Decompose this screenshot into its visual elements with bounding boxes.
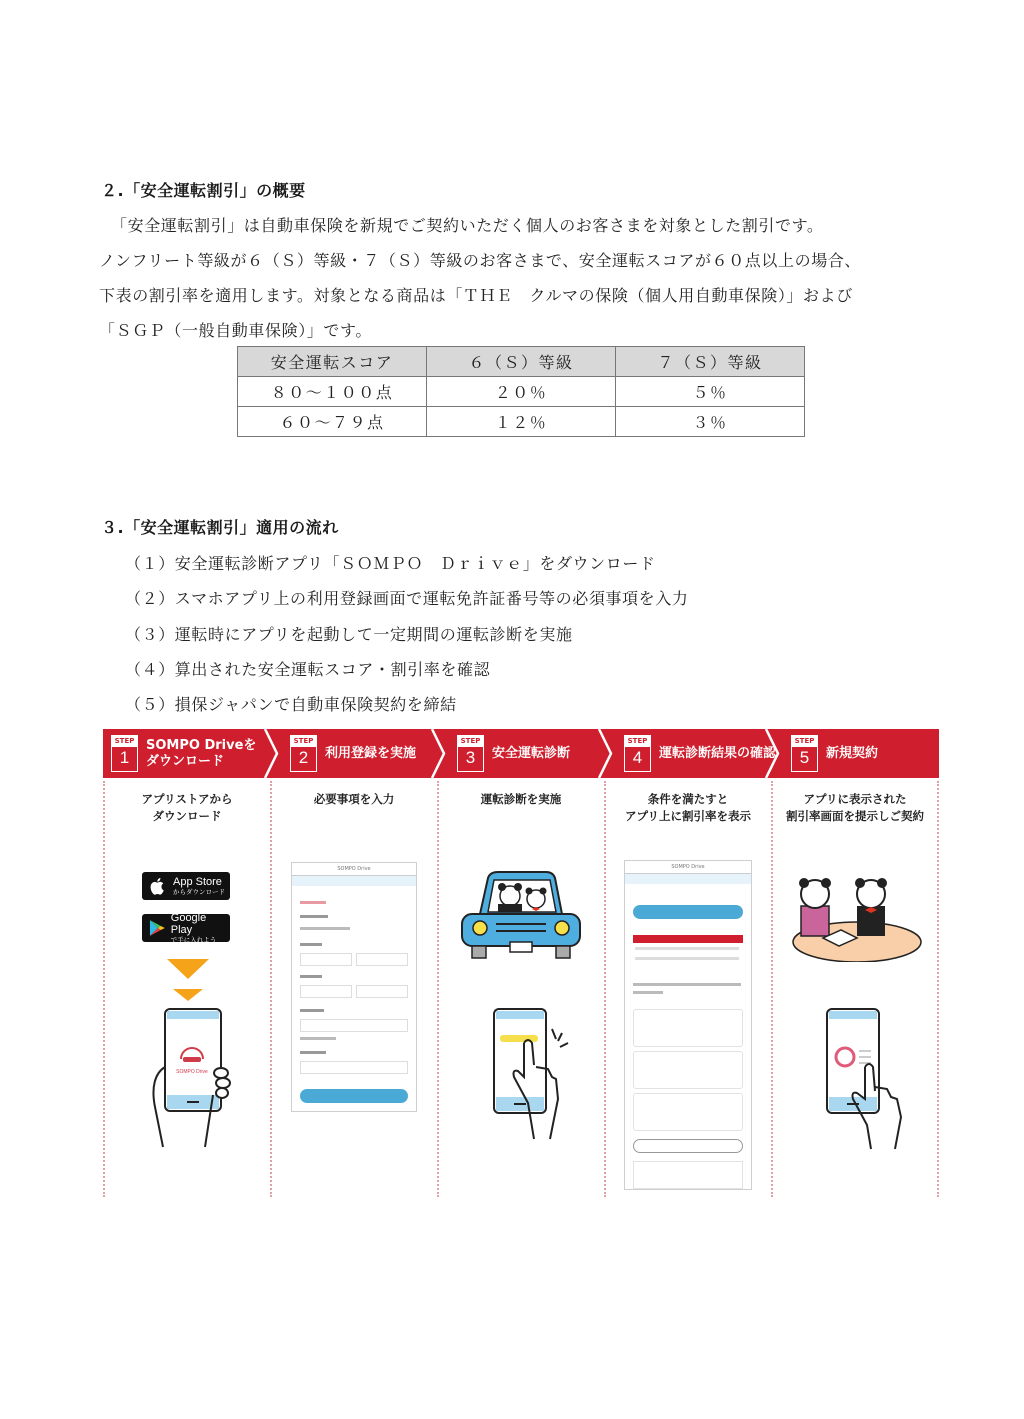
table-cell: ５％ [616,377,805,407]
step-5-header [783,729,878,778]
list-item: （３）運転時にアプリを起動して一定期間の運転診断を実施 [125,624,573,644]
step-badge: STEP 2 [290,735,317,772]
list-item: （２）スマホアプリ上の利用登録画面で運転免許証番号等の必須事項を入力 [125,589,689,609]
column-divider [604,781,606,1197]
column-divider [437,781,439,1197]
table-cell: ６０～７９点 [238,407,427,437]
table-row [238,377,805,407]
flow-diagram [103,729,939,1199]
pandas-at-table-illustration [787,872,927,962]
step-3-header [449,729,570,778]
step-title: 安全運転診断 [492,745,571,761]
paragraph-line: ノンフリート等級が６（Ｓ）等級・７（Ｓ）等級のお客さまで、安全運転スコアが６０点以上の場合、 [99,251,862,270]
table-header: ６（Ｓ）等級 [427,347,616,377]
phone-discount-screen-illustration [821,1007,921,1152]
table-cell: １２％ [427,407,616,437]
paragraph-line: 「ＳＧＰ（一般自動車保険）」です。 [99,321,372,340]
step-4-caption: 条件を満たすと アプリ上に割引率を表示 [624,792,752,823]
table-cell: ２０％ [427,377,616,407]
step-2-caption: 必要事項を入力 [313,792,395,806]
table-header: ７（Ｓ）等級 [616,347,805,377]
step-title: 利用登録を実施 [325,745,417,761]
step-badge: STEP 5 [791,735,818,772]
section-3-heading: ３.「安全運転割引」適用の流れ [101,518,339,537]
column-divider [771,781,773,1197]
flow-steps-list [125,546,688,722]
column-divider [103,781,105,1197]
step-title: SOMPO Driveを ダウンロード [146,737,257,769]
table-cell: ３％ [616,407,805,437]
down-arrow-icon [173,989,203,1001]
table-cell: ８０～１００点 [238,377,427,407]
step-badge: STEP 1 [111,735,138,772]
chevron-separator-icon [263,729,281,778]
google-play-badge[interactable]: Google Play で手に入れよう [142,914,230,942]
list-item: （５）損保ジャパンで自動車保険契約を締結 [125,695,457,715]
column-divider [270,781,272,1197]
svg-text:SOMPO Drive: SOMPO Drive [176,1069,208,1075]
section-2-heading: ２.「安全運転割引」の概要 [101,181,306,200]
down-arrow-icon [167,959,209,979]
step-badge: STEP 3 [457,735,484,772]
step-5-caption: アプリに表示された 割引率画面を提示しご契約 [786,792,924,823]
phone-tap-illustration [488,1007,578,1142]
apple-icon [147,875,169,897]
column-divider [937,781,939,1197]
table-row [238,407,805,437]
step-1-caption: アプリストアから ダウンロード [141,792,233,823]
table-header-row [238,347,805,377]
step-1-header [103,729,256,778]
paragraph-line: 「安全運転割引」は自動車保険を新規でご契約いただく個人のお客さまを対象とした割引です。 [111,216,824,235]
results-screen-mock: SOMPO Drive [624,860,752,1190]
chevron-separator-icon [430,729,448,778]
step-badge: STEP 4 [624,735,651,772]
registration-screen-mock: SOMPO Drive [291,862,417,1112]
discount-rate-table [237,346,805,437]
step-title: 運転診断結果の確認 [659,745,777,761]
step-4-header [616,729,776,778]
phone-in-hand-illustration [143,1007,233,1149]
section-2-paragraph [99,208,959,348]
google-play-icon [147,918,167,938]
table-header: 安全運転スコア [238,347,427,377]
car-with-pandas-illustration [458,866,583,966]
paragraph-line: 下表の割引率を適用します。対象となる商品は「ＴＨＥ クルマの保険（個人用自動車保険）」および [99,286,853,305]
step-2-header [282,729,416,778]
list-item: （４）算出された安全運転スコア・割引率を確認 [125,659,491,679]
step-3-caption: 運転診断を実施 [480,792,562,806]
list-item: （１）安全運転診断アプリ「ＳＯＭＰＯ Ｄｒｉｖｅ」をダウンロード [125,554,656,573]
step-title: 新規契約 [826,745,879,761]
chevron-separator-icon [597,729,615,778]
app-store-badge[interactable]: App Store からダウンロード [142,872,230,900]
